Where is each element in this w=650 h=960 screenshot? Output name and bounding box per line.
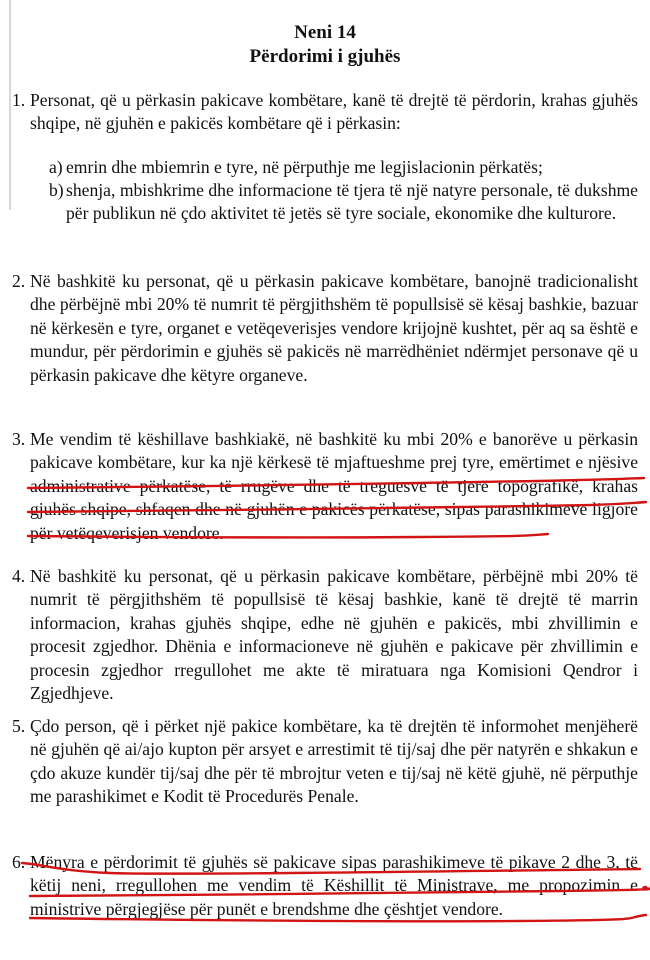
paragraph-1 bbox=[12, 89, 638, 136]
paragraph-text: Personat, që u përkasin pakicave kombëtare, kanë të drejtë të përdorin, krahas gjuhës shqipe, në gjuhën e pakicës kombëtare që i përkasin: bbox=[30, 90, 638, 134]
paragraph-2 bbox=[12, 270, 638, 387]
article-number: Neni 14 bbox=[294, 22, 356, 43]
paragraph-number: 2. bbox=[12, 271, 26, 291]
paragraph-3 bbox=[12, 428, 638, 545]
paragraph-4 bbox=[12, 565, 638, 705]
article-title: Përdorimi i gjuhës bbox=[249, 46, 401, 67]
list-item-label: b) bbox=[49, 180, 64, 200]
paragraph-number: 3. bbox=[12, 429, 26, 449]
list-item-b bbox=[49, 179, 638, 226]
paragraph-text: Me vendim të këshillave bashkiakë, në bashkitë ku mbi 20% e banorëve u përkasin pakicave kombëtare, kur ka një kërkesë të mjaftueshme prej tyre, emërtimet e njësive administrative përkatëse, të rrugëve dhe të treguesve të tjerë topografikë, krahas gjuhës shqipe, shfaqen dhe në gjuhën e pakicës përkatëse, sipas parashikimeve ligjore për vetëqeverisjen vendore. bbox=[30, 429, 638, 543]
paragraph-6 bbox=[12, 851, 638, 921]
paragraph-5 bbox=[12, 715, 638, 809]
paragraph-number: 1. bbox=[12, 90, 26, 110]
paragraph-number: 6. bbox=[12, 852, 26, 872]
list-item-text: emrin dhe mbiemrin e tyre, në përputhje me legjislacionin përkatës; bbox=[66, 157, 543, 177]
list-item-text: shenja, mbishkrime dhe informacione të tjera të një natyre personale, të dukshme për publikun në çdo aktivitet të jetës së tyre sociale, ekonomike dhe kulturore. bbox=[66, 180, 638, 224]
paragraph-number: 4. bbox=[12, 566, 26, 586]
list-item-a bbox=[49, 156, 638, 179]
paragraph-text: Mënyra e përdorimit të gjuhës së pakicave sipas parashikimeve të pikave 2 dhe 3, të këtij neni, rregullohen me vendim të Këshillit të Ministrave, me propozimin e ministrive përgjegjëse për punët e brendshme dhe çështjet vendore. bbox=[30, 852, 638, 919]
paragraph-number: 5. bbox=[12, 716, 26, 736]
list-item-label: a) bbox=[49, 157, 63, 177]
paragraph-text: Në bashkitë ku personat, që u përkasin pakicave kombëtare, përbëjnë mbi 20% të numrit të përgjithshëm të popullsisë të kësaj bashkie, kanë të drejtë të marrin informacion, krahas gjuhës shqipe, edhe në gjuhën e pakicës, mbi zhvillimin e procesit zgjedhor. Dhënia e informacioneve në gjuhën e pakicave për zhvillimin e procesin zgjedhor rregullohet me akte të miratuara nga Komisioni Qendror i Zgjedhjeve. bbox=[30, 566, 638, 704]
paragraph-text: Në bashkitë ku personat, që u përkasin pakicave kombëtare, banojnë tradicionalisht dhe përbëjnë mbi 20% të numrit të përgjithshëm të popullsisë së kësaj bashkie, bazuar në kërkesën e tyre, organet e vetëqeverisjes vendore krijojnë kushtet, për aq sa është e mundur, për përdorimin e gjuhës së pakicës në marrëdhëniet ndërmjet personave që u përkasin pakicave dhe këtyre organeve. bbox=[30, 271, 638, 385]
paragraph-text: Çdo person, që i përket një pakice kombëtare, ka të drejtën të informohet menjëherë në gjuhën që ai/ajo kupton për arsyet e arrestimit të tij/saj dhe për natyrën e shkakun e çdo akuze kundër tij/saj dhe për të mbrojtur veten e tij/saj në këtë gjuhë, në përputhje me parashikimet e Kodit të Procedurës Penale. bbox=[30, 716, 638, 807]
